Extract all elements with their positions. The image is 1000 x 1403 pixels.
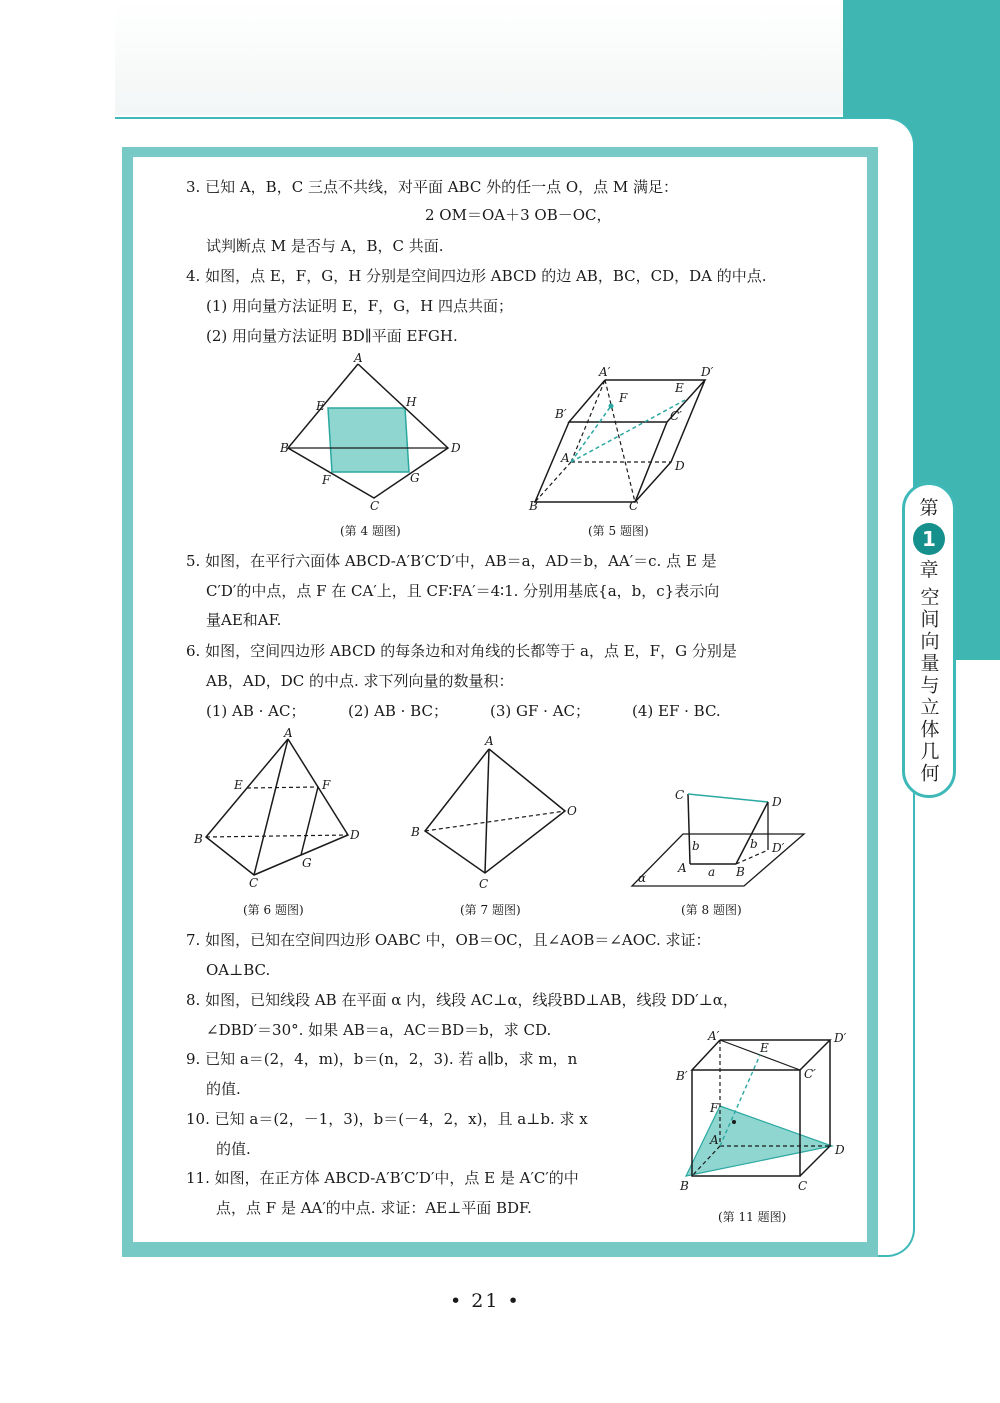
fig5-label-F: F	[619, 391, 628, 405]
fig7-label-B: B	[411, 825, 420, 839]
page-number: • 21 •	[450, 1290, 521, 1312]
fig5-label-B: B	[529, 499, 538, 512]
problem-5-text-2: C′D′的中点，点 F 在 CA′上，且 CF∶FA′＝4∶1. 分别用基底{a，b，c}表示向	[206, 582, 720, 600]
fig8-segment-cd	[688, 794, 768, 802]
fig11-label-A1: A′	[708, 1029, 720, 1043]
fig5-label-D: D	[675, 459, 685, 473]
problem-11-text: 11. 如图，在正方体 ABCD-A′B′C′D′中，点 E 是 A′C′的中	[186, 1169, 579, 1187]
fig6-label-A: A	[284, 727, 293, 740]
fig6-label-D: D	[350, 828, 360, 842]
chapter-prefix: 第	[919, 497, 939, 519]
problem-6-text: 6. 如图，空间四边形 ABCD 的每条边和对角线的长都等于 a，点 E，F，G 分别是	[186, 642, 737, 660]
fig5-label-A1: A′	[599, 365, 611, 379]
fig7-label-A: A	[485, 734, 494, 748]
fig11-label-B1: B′	[676, 1069, 688, 1083]
fig6-segment-fg	[301, 787, 318, 855]
fig8-label-B: B	[736, 865, 745, 879]
problem-5-text-3: 量AE和AF.	[206, 611, 282, 629]
fig4-quad-efgh	[328, 408, 409, 472]
problem-10-text: 10. 已知 a＝(2，－1，3)，b＝(－4，2，x)，且 a⊥b. 求 x	[186, 1110, 588, 1128]
fig8-label-D: D	[772, 795, 782, 809]
problem-3-question: 试判断点 M 是否与 A，B，C 共面.	[206, 237, 444, 255]
caption-fig-4: (第 4 题图)	[340, 524, 401, 538]
fig8-label-D1: D′	[772, 841, 785, 855]
fig4-label-D: D	[451, 441, 461, 455]
problem-6-item-3: (3) GF · AC；	[490, 702, 591, 720]
header-band	[115, 0, 843, 115]
problem-9-text-2: 的值.	[206, 1080, 241, 1098]
figure-11	[672, 1028, 852, 1196]
chapter-number: 1	[913, 523, 945, 555]
problem-8-text: 8. 如图，已知线段 AB 在平面 α 内，线段 AC⊥α，线段BD⊥AB，线段 DD′⊥α，	[186, 991, 738, 1009]
problem-4-sub-2: (2) 用向量方法证明 BD∥平面 EFGH.	[206, 327, 458, 345]
fig6-outline	[206, 739, 348, 875]
fig6-label-F: F	[322, 778, 331, 792]
fig5-edge-ab	[535, 462, 571, 502]
fig11-label-A: A	[710, 1133, 719, 1147]
fig5-label-E: E	[675, 381, 684, 395]
fig5-label-B1: B′	[555, 407, 567, 421]
fig6-label-C: C	[249, 876, 259, 890]
fig11-label-B: B	[680, 1179, 689, 1193]
figure-7	[407, 733, 582, 893]
fig8-segment-bd	[736, 802, 768, 864]
fig8-label-b1: b	[692, 839, 700, 853]
fig11-label-F: F	[710, 1101, 719, 1115]
fig4-label-H: H	[406, 395, 417, 409]
fig6-label-E: E	[234, 778, 243, 792]
chapter-title: 空间向量与立体几何	[917, 587, 940, 785]
fig8-label-alpha: α	[638, 871, 647, 885]
problem-6-text-2: AB，AD，DC 的中点. 求下列向量的数量积：	[206, 672, 514, 690]
fig6-edge-bd	[206, 835, 348, 837]
fig5-label-C1: C′	[670, 409, 682, 423]
caption-fig-6: (第 6 题图)	[243, 903, 304, 917]
problem-6-item-1: (1) AB · AC；	[206, 702, 306, 720]
caption-fig-11: (第 11 题图)	[718, 1210, 787, 1224]
problem-6-item-4: (4) EF · BC.	[632, 702, 721, 720]
fig7-outline	[425, 749, 565, 873]
fig4-label-C: C	[370, 499, 380, 513]
fig11-label-D: D	[835, 1143, 845, 1157]
problem-3-formula: 2 OM＝OA＋3 OB－OC，	[425, 206, 612, 224]
problem-6-item-2: (2) AB · BC；	[348, 702, 448, 720]
fig4-label-E: E	[316, 399, 325, 413]
fig11-label-E: E	[760, 1041, 769, 1055]
chapter-tab[interactable]	[902, 482, 956, 798]
fig8-label-a: a	[708, 865, 716, 879]
fig5-vec-ae	[571, 400, 685, 462]
fig8-label-b2: b	[750, 837, 758, 851]
fig8-segment-ac	[688, 794, 690, 864]
chapter-suffix: 章	[919, 559, 939, 581]
problem-7-text-2: OA⊥BC.	[206, 961, 271, 979]
problem-11-text-2: 点，点 F 是 AA′的中点. 求证：AE⊥平面 BDF.	[216, 1199, 532, 1217]
fig11-label-C: C	[798, 1179, 808, 1193]
figure-6	[192, 727, 367, 892]
fig4-label-A: A	[354, 351, 363, 365]
fig4-label-F: F	[322, 473, 331, 487]
figure-4	[280, 350, 470, 515]
caption-fig-8: (第 8 题图)	[681, 903, 742, 917]
problem-9-text: 9. 已知 a＝(2，4，m)，b＝(n，2，3). 若 a∥b，求 m，n	[186, 1050, 578, 1068]
fig11-foot-point	[732, 1120, 736, 1124]
fig5-right-edges	[635, 380, 705, 502]
fig4-label-B: B	[280, 441, 289, 455]
fig7-label-C: C	[479, 877, 489, 891]
problem-10-text-2: 的值.	[216, 1140, 251, 1158]
fig7-label-O: O	[567, 804, 577, 818]
fig5-label-D1: D′	[701, 365, 714, 379]
figure-8	[628, 784, 813, 894]
fig6-label-G: G	[302, 856, 312, 870]
figure-5	[525, 362, 725, 512]
fig6-label-B: B	[194, 832, 203, 846]
fig7-edge-ac	[485, 749, 489, 873]
fig5-label-C: C	[629, 499, 639, 512]
fig8-segment-bd1	[736, 850, 768, 864]
fig8-label-C: C	[675, 788, 685, 802]
fig8-label-A: A	[678, 861, 687, 875]
problem-5-text: 5. 如图，在平行六面体 ABCD-A′B′C′D′中，AB＝a，AD＝b，AA′＝c. 点 E 是	[186, 552, 717, 570]
fig11-label-D1: D′	[834, 1031, 847, 1045]
problem-7-text: 7. 如图，已知在空间四边形 OABC 中，OB＝OC，且∠AOB＝∠AOC. 求证：	[186, 931, 711, 949]
header-rule	[115, 117, 843, 119]
fig11-label-C1: C′	[804, 1067, 816, 1081]
problem-4-sub-1: (1) 用向量方法证明 E，F，G，H 四点共面；	[206, 297, 513, 315]
fig6-segment-ef	[247, 787, 318, 788]
problem-3-text: 3. 已知 A，B，C 三点不共线，对平面 ABC 外的任一点 O，点 M 满足：	[186, 178, 679, 196]
problem-8-text-2: ∠DBD′＝30°. 如果 AB＝a，AC＝BD＝b，求 CD.	[206, 1021, 552, 1039]
fig11-right-edges	[800, 1040, 830, 1176]
fig5-label-A: A	[561, 451, 570, 465]
fig4-label-G: G	[410, 471, 420, 485]
problem-4-text: 4. 如图，点 E，F，G，H 分别是空间四边形 ABCD 的边 AB，BC，CD，DA 的中点.	[186, 267, 767, 285]
fig5-point-f	[609, 404, 614, 409]
caption-fig-7: (第 7 题图)	[460, 903, 521, 917]
caption-fig-5: (第 5 题图)	[588, 524, 649, 538]
